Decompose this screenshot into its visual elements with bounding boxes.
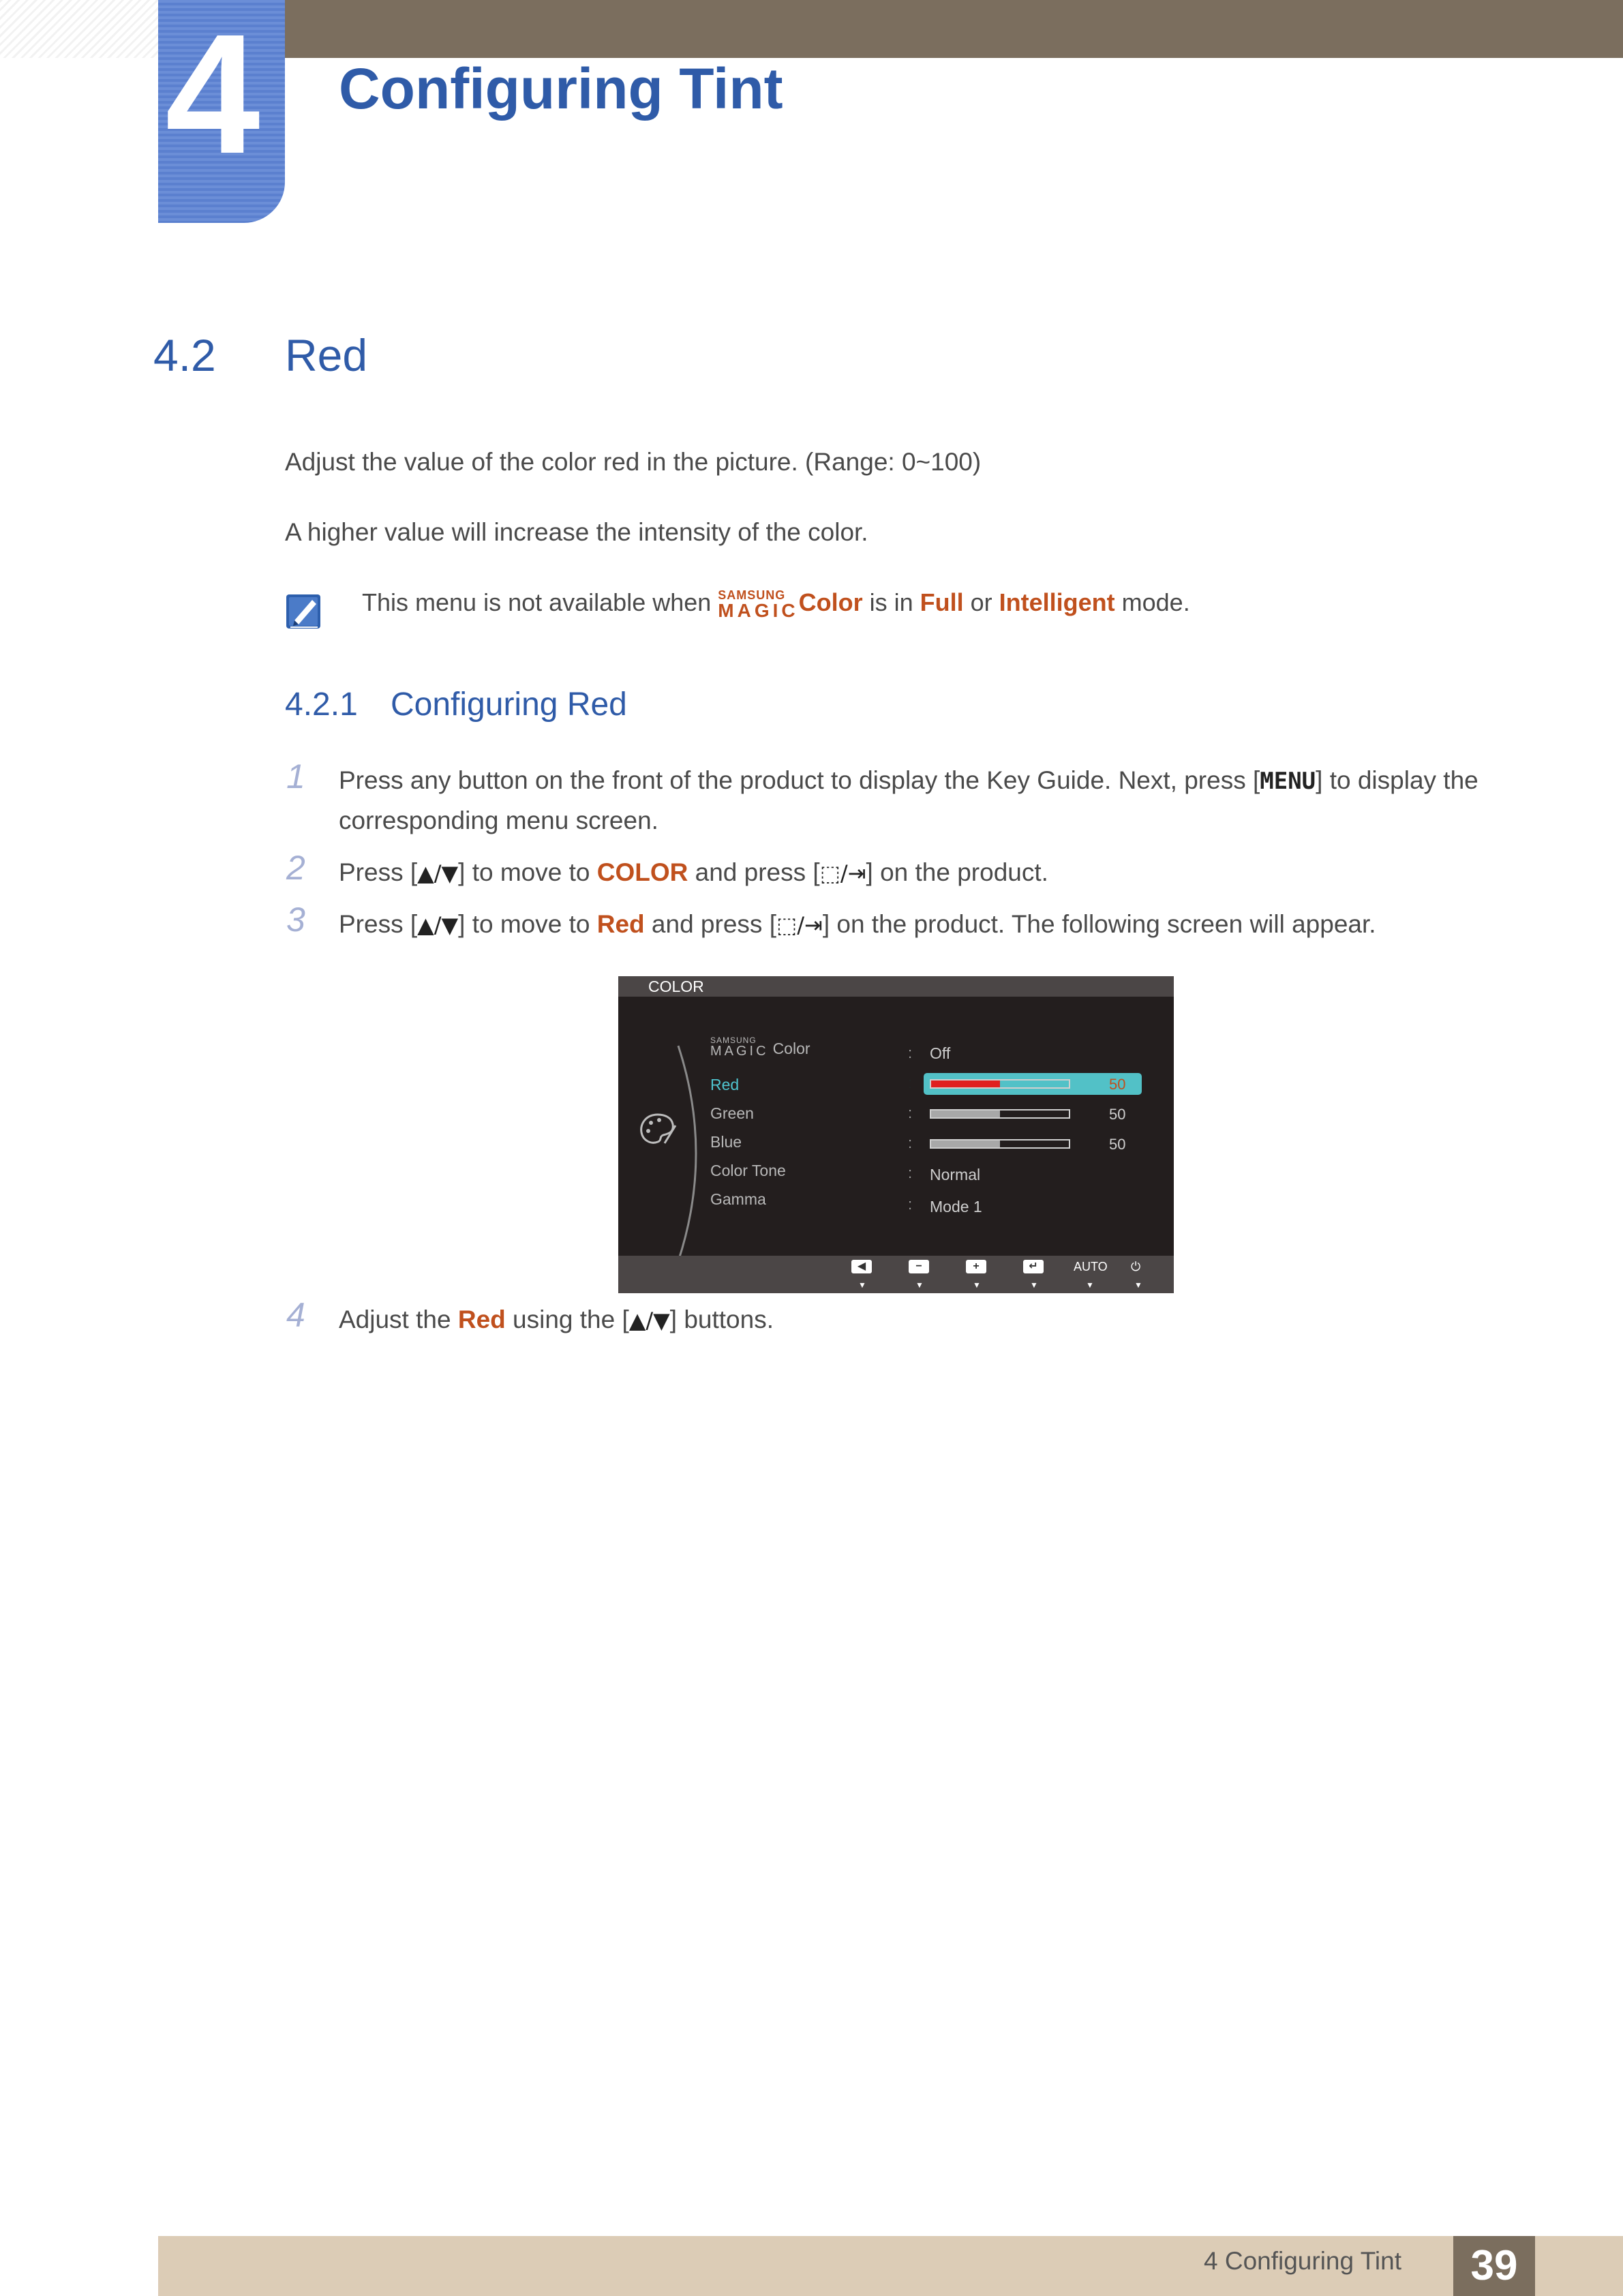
- source-enter-icon: ⬚/⇥: [819, 860, 866, 886]
- osd-item-magic-color[interactable]: SAMSUNG MAGIC Color: [710, 1036, 810, 1059]
- osd-slider-green[interactable]: [930, 1109, 1070, 1119]
- step-text: Adjust the Red using the [▲/▼] buttons.: [339, 1305, 774, 1333]
- osd-slider-red[interactable]: [930, 1079, 1070, 1089]
- up-down-arrows-icon: ▲/▼: [628, 1308, 670, 1333]
- samsung-magic-logo: SAMSUNG MAGIC: [718, 588, 799, 621]
- power-icon[interactable]: ⏻: [1131, 1260, 1141, 1273]
- section-title: Red: [285, 330, 368, 380]
- osd-value-magic-color: Off: [930, 1044, 951, 1062]
- highlight-red: Red: [457, 1305, 506, 1333]
- down-triangle-icon: ▼: [1134, 1280, 1142, 1290]
- osd-value-color-tone: Normal: [930, 1166, 981, 1183]
- osd-colon: :: [908, 1104, 913, 1121]
- osd-color-menu: [618, 976, 1174, 1293]
- step-text: Press any button on the front of the product to display the Key Guide. Next, press [MENU] to display the corresponding menu screen.: [339, 766, 1478, 834]
- note-prefix: This menu is not available when: [362, 588, 718, 616]
- osd-item-green[interactable]: Green: [710, 1104, 754, 1122]
- down-triangle-icon: ▼: [1086, 1280, 1094, 1290]
- up-down-arrows-icon: ▲/▼: [417, 860, 459, 886]
- chapter-title: Configuring Tint: [339, 57, 783, 121]
- step-number: 4: [286, 1296, 305, 1334]
- footer-bar: [158, 2236, 1623, 2296]
- down-triangle-icon: ▼: [915, 1280, 924, 1290]
- highlight-red: Red: [596, 910, 645, 938]
- enter-icon[interactable]: ↵: [1023, 1260, 1044, 1273]
- note-intelligent: Intelligent: [999, 588, 1115, 616]
- plus-icon[interactable]: +: [966, 1260, 986, 1273]
- osd-item-color-tone[interactable]: Color Tone: [710, 1162, 786, 1179]
- osd-number-red: 50: [1109, 1076, 1126, 1093]
- osd-colon: :: [908, 1074, 913, 1091]
- down-triangle-icon: ▼: [973, 1280, 981, 1290]
- section-number: 4.2: [153, 330, 216, 380]
- chapter-number: 4: [165, 0, 260, 189]
- footer-chapter-text: 4 Configuring Tint: [1204, 2247, 1402, 2275]
- down-triangle-icon: ▼: [1030, 1280, 1038, 1290]
- osd-item-gamma[interactable]: Gamma: [710, 1190, 766, 1208]
- subsection-title: Configuring Red: [391, 686, 627, 723]
- auto-button[interactable]: AUTO: [1074, 1260, 1108, 1273]
- palette-icon: [637, 1109, 678, 1150]
- up-down-arrows-icon: ▲/▼: [417, 912, 459, 938]
- osd-number-blue: 50: [1109, 1136, 1126, 1153]
- paragraph-range: Adjust the value of the color red in the picture. (Range: 0~100): [285, 448, 982, 476]
- minus-icon[interactable]: −: [909, 1260, 929, 1273]
- step-number: 3: [286, 901, 305, 939]
- left-arrow-icon[interactable]: ◀: [851, 1260, 872, 1273]
- osd-menu-arc: [673, 1044, 714, 1263]
- subsection-number: 4.2.1: [285, 686, 358, 723]
- note-magic-color: Color: [798, 588, 863, 616]
- osd-footer: [618, 1256, 1174, 1293]
- paragraph-intensity: A higher value will increase the intensity of the color.: [285, 518, 868, 546]
- down-triangle-icon: ▼: [858, 1280, 866, 1290]
- osd-colon: :: [908, 1134, 913, 1151]
- highlight-color: COLOR: [596, 858, 688, 886]
- header-bar: [285, 0, 1623, 58]
- osd-title: COLOR: [648, 978, 704, 995]
- step-text: Press [▲/▼] to move to Red and press [⬚/⇥] on the product. The following screen will appear.: [339, 910, 1376, 938]
- note-full: Full: [920, 588, 964, 616]
- page-number: 39: [1453, 2236, 1535, 2296]
- osd-slider-blue[interactable]: [930, 1139, 1070, 1149]
- menu-key: MENU: [1260, 768, 1316, 795]
- step-number: 1: [286, 757, 305, 796]
- osd-item-red[interactable]: Red: [710, 1076, 740, 1093]
- osd-value-gamma: Mode 1: [930, 1198, 982, 1215]
- note-text: This menu is not available when SAMSUNG MAGIC Color is in Full or Intelligent mode.: [362, 588, 1190, 621]
- osd-number-green: 50: [1109, 1106, 1126, 1123]
- osd-item-blue[interactable]: Blue: [710, 1133, 742, 1151]
- osd-colon: :: [908, 1044, 913, 1061]
- step-text: Press [▲/▼] to move to COLOR and press [⬚/⇥] on the product.: [339, 858, 1048, 886]
- osd-colon: :: [908, 1164, 913, 1181]
- header-hatch: [0, 0, 158, 58]
- osd-colon: :: [908, 1196, 913, 1213]
- note-pencil-icon: [285, 590, 324, 631]
- step-number: 2: [286, 849, 305, 887]
- source-enter-icon: ⬚/⇥: [776, 912, 823, 938]
